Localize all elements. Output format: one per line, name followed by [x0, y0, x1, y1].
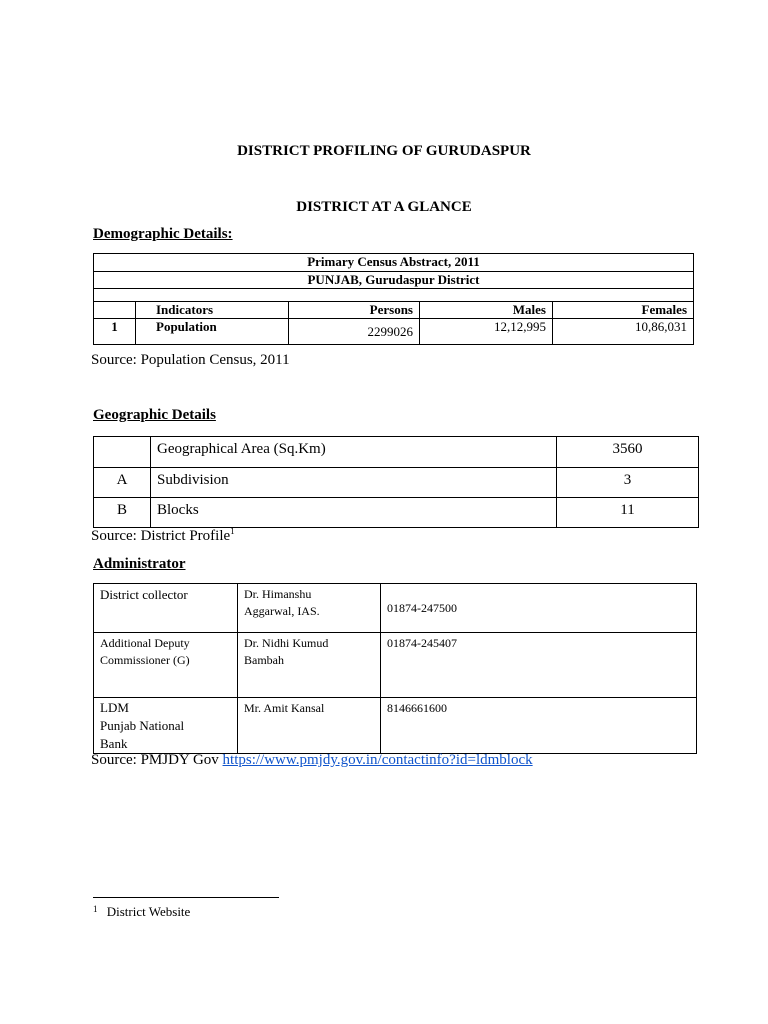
table-row: [94, 698, 697, 754]
admin-name: [238, 584, 381, 633]
admin-role-line: Additional Deputy: [100, 636, 190, 650]
table-row: [94, 633, 697, 698]
admin-role-line: Punjab National: [100, 718, 185, 733]
table-row: [94, 498, 699, 528]
admin-role: [94, 698, 238, 754]
footnote-number: 1: [93, 904, 98, 914]
geographic-table: [93, 436, 699, 528]
table-row: [94, 319, 694, 345]
admin-name: Mr. Amit Kansal: [238, 698, 381, 754]
census-row-persons: 2299026: [289, 319, 420, 345]
document-title: DISTRICT PROFILING OF GURUDASPUR: [237, 143, 531, 159]
table-row: [94, 468, 699, 498]
demographic-heading: Demographic Details:: [93, 226, 233, 242]
footnote: [93, 904, 190, 920]
geo-row-name: Blocks: [151, 498, 557, 528]
census-header-males: Males: [420, 302, 553, 319]
census-table-title-2: PUNJAB, Gurudaspur District: [94, 272, 694, 289]
geo-row-label: B: [94, 498, 151, 528]
geographic-source-text: Source: District Profile: [91, 528, 231, 544]
pmjdy-link[interactable]: https://www.pmjdy.gov.in/contactinfo?id=ldmblock: [222, 752, 533, 768]
administrator-heading: Administrator: [93, 556, 186, 572]
geo-row-name: Geographical Area (Sq.Km): [151, 437, 557, 468]
footnote-ref[interactable]: 1: [230, 526, 235, 536]
geo-row-name: Subdivision: [151, 468, 557, 498]
geographic-source: [91, 528, 235, 545]
geo-row-value: 3560: [557, 437, 699, 468]
admin-role-line: Bank: [100, 736, 128, 751]
geo-row-value: 3: [557, 468, 699, 498]
admin-phone: 01874-245407: [381, 633, 697, 698]
census-header-indicators: Indicators: [136, 302, 289, 319]
admin-phone: 01874-247500: [381, 584, 697, 633]
admin-name-line: Bambah: [244, 653, 284, 667]
admin-role: [94, 633, 238, 698]
admin-phone: 8146661600: [381, 698, 697, 754]
geo-row-value: 11: [557, 498, 699, 528]
geographic-heading: Geographic Details: [93, 407, 216, 423]
admin-role: District collector: [94, 584, 238, 633]
census-table-spacer: [94, 289, 694, 302]
administrator-source-text: Source: PMJDY Gov: [91, 752, 223, 768]
admin-name-line: Dr. Nidhi Kumud: [244, 636, 329, 650]
geo-row-label: A: [94, 468, 151, 498]
census-row-num: 1: [94, 319, 136, 345]
admin-role-line: Commissioner (G): [100, 653, 190, 667]
document-subtitle: DISTRICT AT A GLANCE: [296, 199, 472, 215]
census-header-persons: Persons: [289, 302, 420, 319]
footnote-divider: [93, 897, 279, 898]
administrator-table: [93, 583, 697, 754]
census-row-indicator: Population: [136, 319, 289, 345]
census-row-males: 12,12,995: [420, 319, 553, 345]
census-header-row: [94, 302, 694, 319]
admin-role-line: LDM: [100, 700, 129, 715]
census-table: [93, 253, 694, 345]
census-header-num: [94, 302, 136, 319]
admin-name-line: Dr. Himanshu: [244, 587, 312, 601]
census-table-title-1: Primary Census Abstract, 2011: [94, 254, 694, 272]
census-header-females: Females: [553, 302, 694, 319]
table-row: [94, 584, 697, 633]
table-row: [94, 437, 699, 468]
geo-row-label: [94, 437, 151, 468]
demographic-source: Source: Population Census, 2011: [91, 352, 290, 368]
admin-name-line: Aggarwal, IAS.: [244, 604, 320, 618]
admin-name: [238, 633, 381, 698]
census-row-females: 10,86,031: [553, 319, 694, 345]
footnote-text: District Website: [106, 904, 191, 919]
administrator-source: [91, 752, 533, 769]
